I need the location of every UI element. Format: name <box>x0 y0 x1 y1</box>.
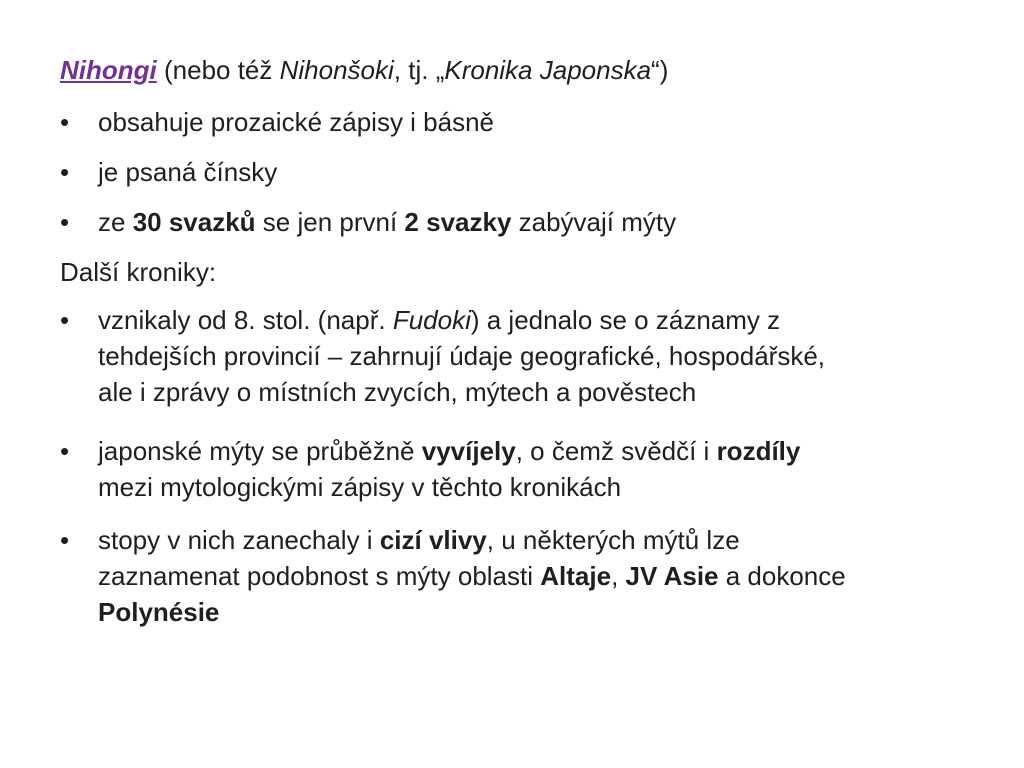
bullet-icon: • <box>60 305 70 335</box>
title-close: “) <box>651 55 669 85</box>
title-alt-name: Nihonšoki <box>279 55 394 85</box>
bullet-text: vznikaly od 8. stol. (např. Fudoki) a jednalo se o záznamy z tehdejších provincií – zahrnují údaje geografické, hospodářské, ale i zprávy o místních zvycích, mýtech a pověstech <box>98 305 825 407</box>
bullet-icon: • <box>60 525 70 555</box>
bullet-text: japonské mýty se průběžně vyvíjely, o čemž svědčí i rozdíly mezi mytologickými zápisy v těchto kronikách <box>98 436 801 502</box>
title-translation: Kronika Japonska <box>444 55 652 85</box>
bullet-text: obsahuje prozaické zápisy i básně <box>98 107 495 137</box>
fudoki-term: Fudoki <box>392 305 471 335</box>
bullet-icon: • <box>60 107 70 137</box>
volumes-count: 30 svazků <box>132 207 256 237</box>
myth-volumes-count: 2 svazky <box>404 207 512 237</box>
bullet-text: ze 30 svazků se jen první 2 svazky zabývají mýty <box>98 207 677 237</box>
nihongi-link[interactable]: Nihongi <box>60 55 157 85</box>
subheading-other-chronicles: Další kroniky: <box>60 257 217 287</box>
bullet-text: je psaná čínsky <box>98 157 278 187</box>
title-mid: , tj. „ <box>393 55 445 85</box>
title-line <box>60 52 980 88</box>
bullet-icon: • <box>60 157 70 187</box>
bullet-icon: • <box>60 436 70 466</box>
bullet-text: stopy v nich zanechaly i cizí vlivy, u některých mýtů lze zaznamenat podobnost s mýty oblasti Altaje, JV Asie a dokonce Polynésie <box>98 525 846 627</box>
title-paren-open: (nebo též <box>156 55 280 85</box>
bullet-icon: • <box>60 207 70 237</box>
